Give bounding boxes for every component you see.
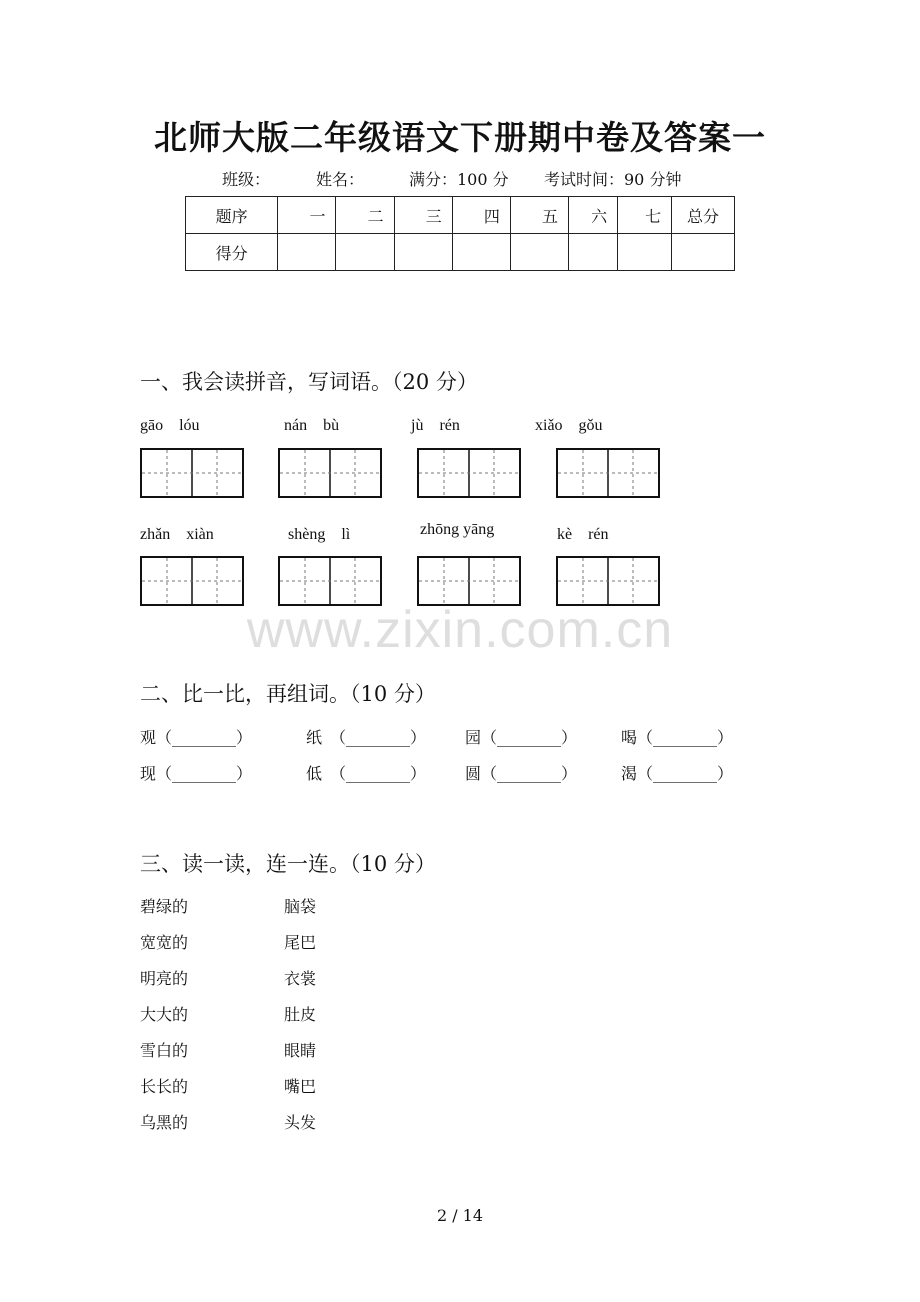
pinyin-label: nán bù [284, 417, 340, 434]
page-number: 2 / 14 [436, 1206, 484, 1225]
table-cell: 二 [336, 197, 394, 234]
writing-grid[interactable] [278, 556, 382, 606]
match-left-word[interactable]: 明亮的 [140, 969, 189, 988]
table-cell: 一 [278, 197, 336, 234]
match-right-word[interactable]: 头发 [284, 1113, 317, 1132]
pinyin-label: kè rén [557, 526, 609, 543]
pinyin-label: zhǎn xiàn [140, 526, 214, 543]
pinyin-label: gāo lóu [140, 417, 200, 434]
fill-blank[interactable]: 园（________） [465, 728, 578, 747]
pinyin-label: xiǎo gǒu [535, 417, 603, 434]
table-cell: 题序 [186, 197, 278, 234]
grid-lines [558, 450, 658, 496]
match-left-word[interactable]: 大大的 [140, 1005, 189, 1024]
grid-lines [142, 450, 242, 496]
writing-grid[interactable] [556, 448, 660, 498]
grid-lines [419, 450, 519, 496]
match-right-word[interactable]: 眼睛 [284, 1041, 317, 1060]
fill-blank[interactable]: 圆（________） [465, 764, 578, 783]
score-cell[interactable] [278, 234, 336, 271]
match-left-word[interactable]: 宽宽的 [140, 933, 189, 952]
fill-blank[interactable]: 纸 （________） [306, 728, 427, 747]
page-title: 北师大版二年级语文下册期中卷及答案一 [154, 118, 766, 157]
match-right-word[interactable]: 肚皮 [284, 1005, 317, 1024]
score-table-header [186, 197, 735, 234]
score-cell[interactable] [672, 234, 735, 271]
writing-grid[interactable] [278, 448, 382, 498]
pinyin-label: zhōng yāng [420, 521, 495, 538]
score-cell[interactable] [394, 234, 452, 271]
table-cell: 得分 [186, 234, 278, 271]
table-cell: 三 [394, 197, 452, 234]
score-table-row [186, 234, 735, 271]
score-cell[interactable] [336, 234, 394, 271]
full-score: 满分：100 分 [409, 170, 509, 189]
class-label: 班级： [222, 170, 271, 189]
section1-heading: 一、我会读拼音，写词语。（20 分） [140, 370, 478, 394]
match-left-word[interactable]: 乌黑的 [140, 1113, 189, 1132]
match-left-word[interactable]: 雪白的 [140, 1041, 189, 1060]
table-cell: 总分 [672, 197, 735, 234]
table-cell: 四 [452, 197, 510, 234]
table-cell: 五 [510, 197, 568, 234]
score-table [185, 196, 735, 271]
pinyin-label: jù rén [411, 417, 460, 434]
score-cell[interactable] [452, 234, 510, 271]
match-right-word[interactable]: 脑袋 [284, 897, 317, 916]
fill-blank[interactable]: 现（________） [140, 764, 253, 783]
exam-time: 考试时间：90 分钟 [544, 170, 682, 189]
fill-blank[interactable]: 低 （________） [306, 764, 427, 783]
writing-grid[interactable] [140, 448, 244, 498]
score-cell[interactable] [510, 234, 568, 271]
fill-blank[interactable]: 渴（________） [621, 764, 734, 783]
grid-lines [280, 558, 380, 604]
name-label: 姓名： [316, 170, 365, 189]
grid-lines [558, 558, 658, 604]
grid-lines [419, 558, 519, 604]
match-right-word[interactable]: 衣裳 [284, 969, 317, 988]
writing-grid[interactable] [556, 556, 660, 606]
watermark: www.zixin.com.cn [246, 601, 674, 659]
pinyin-label: shèng lì [288, 526, 351, 543]
match-left-word[interactable]: 长长的 [140, 1077, 189, 1096]
section2-heading: 二、比一比，再组词。（10 分） [140, 682, 436, 706]
writing-grid[interactable] [417, 448, 521, 498]
table-cell: 七 [618, 197, 672, 234]
fill-blank[interactable]: 喝（________） [621, 728, 734, 747]
score-cell[interactable] [568, 234, 617, 271]
match-right-word[interactable]: 尾巴 [284, 933, 317, 952]
writing-grid[interactable] [417, 556, 521, 606]
match-right-word[interactable]: 嘴巴 [284, 1077, 317, 1096]
section3-heading: 三、读一读，连一连。（10 分） [140, 852, 436, 876]
table-cell: 六 [568, 197, 617, 234]
grid-lines [280, 450, 380, 496]
match-left-word[interactable]: 碧绿的 [140, 897, 189, 916]
score-cell[interactable] [618, 234, 672, 271]
writing-grid[interactable] [140, 556, 244, 606]
grid-lines [142, 558, 242, 604]
fill-blank[interactable]: 观（________） [140, 728, 253, 747]
